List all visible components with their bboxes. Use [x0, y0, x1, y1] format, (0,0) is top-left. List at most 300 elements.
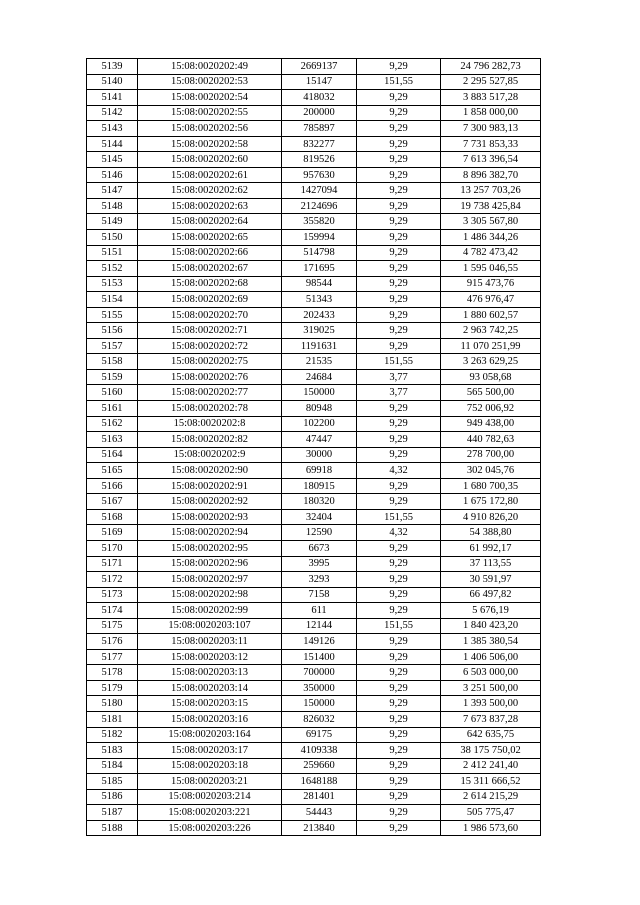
row-number-cell: 5187 [87, 805, 138, 821]
row-number-cell: 5139 [87, 59, 138, 75]
row-number-cell: 5151 [87, 245, 138, 261]
cadastral-number-cell: 15:08:0020203:226 [138, 820, 282, 836]
table-row [87, 183, 541, 199]
area-cell: 1427094 [282, 183, 357, 199]
cadastral-value-cell: 38 175 750,02 [441, 743, 541, 759]
row-number-cell: 5179 [87, 680, 138, 696]
row-number-cell: 5145 [87, 152, 138, 168]
table-row [87, 416, 541, 432]
cadastral-number-cell: 15:08:0020202:72 [138, 338, 282, 354]
area-cell: 418032 [282, 90, 357, 106]
row-number-cell: 5172 [87, 572, 138, 588]
cadastral-value-cell: 8 896 382,70 [441, 167, 541, 183]
cadastral-number-cell: 15:08:0020203:15 [138, 696, 282, 712]
cadastral-value-cell: 30 591,97 [441, 572, 541, 588]
rate-cell: 9,29 [357, 183, 441, 199]
cadastral-value-table [86, 58, 541, 836]
table-row [87, 774, 541, 790]
table-row [87, 509, 541, 525]
cadastral-value-cell: 302 045,76 [441, 463, 541, 479]
table-row [87, 540, 541, 556]
rate-cell: 9,29 [357, 90, 441, 106]
area-cell: 47447 [282, 432, 357, 448]
rate-cell: 4,32 [357, 463, 441, 479]
cadastral-number-cell: 15:08:0020202:90 [138, 463, 282, 479]
cadastral-number-cell: 15:08:0020202:91 [138, 478, 282, 494]
row-number-cell: 5146 [87, 167, 138, 183]
row-number-cell: 5181 [87, 711, 138, 727]
row-number-cell: 5173 [87, 587, 138, 603]
area-cell: 2669137 [282, 59, 357, 75]
area-cell: 69175 [282, 727, 357, 743]
area-cell: 819526 [282, 152, 357, 168]
row-number-cell: 5178 [87, 665, 138, 681]
row-number-cell: 5144 [87, 136, 138, 152]
rate-cell: 4,32 [357, 525, 441, 541]
cadastral-value-cell: 61 992,17 [441, 540, 541, 556]
rate-cell: 9,29 [357, 556, 441, 572]
cadastral-value-cell: 5 676,19 [441, 603, 541, 619]
table-row [87, 525, 541, 541]
rate-cell: 9,29 [357, 416, 441, 432]
rate-cell: 9,29 [357, 198, 441, 214]
row-number-cell: 5162 [87, 416, 138, 432]
rate-cell: 9,29 [357, 478, 441, 494]
area-cell: 149126 [282, 634, 357, 650]
cadastral-value-cell: 1 840 423,20 [441, 618, 541, 634]
table-body [87, 59, 541, 836]
area-cell: 51343 [282, 292, 357, 308]
rate-cell: 9,29 [357, 121, 441, 137]
row-number-cell: 5185 [87, 774, 138, 790]
rate-cell: 9,29 [357, 307, 441, 323]
cadastral-value-cell: 7 731 853,33 [441, 136, 541, 152]
table-row [87, 338, 541, 354]
cadastral-number-cell: 15:08:0020202:64 [138, 214, 282, 230]
row-number-cell: 5153 [87, 276, 138, 292]
cadastral-value-cell: 565 500,00 [441, 385, 541, 401]
cadastral-value-cell: 7 300 983,13 [441, 121, 541, 137]
rate-cell: 3,77 [357, 385, 441, 401]
row-number-cell: 5169 [87, 525, 138, 541]
cadastral-value-cell: 1 986 573,60 [441, 820, 541, 836]
table-row [87, 230, 541, 246]
area-cell: 259660 [282, 758, 357, 774]
row-number-cell: 5164 [87, 447, 138, 463]
table-row [87, 478, 541, 494]
row-number-cell: 5142 [87, 105, 138, 121]
row-number-cell: 5174 [87, 603, 138, 619]
table-row [87, 603, 541, 619]
cadastral-value-cell: 440 782,63 [441, 432, 541, 448]
rate-cell: 9,29 [357, 276, 441, 292]
cadastral-value-cell: 66 497,82 [441, 587, 541, 603]
row-number-cell: 5148 [87, 198, 138, 214]
cadastral-value-cell: 949 438,00 [441, 416, 541, 432]
rate-cell: 9,29 [357, 136, 441, 152]
table-row [87, 261, 541, 277]
cadastral-number-cell: 15:08:0020202:68 [138, 276, 282, 292]
area-cell: 102200 [282, 416, 357, 432]
table-row [87, 447, 541, 463]
cadastral-number-cell: 15:08:0020203:17 [138, 743, 282, 759]
area-cell: 21535 [282, 354, 357, 370]
rate-cell: 9,29 [357, 820, 441, 836]
area-cell: 1191631 [282, 338, 357, 354]
row-number-cell: 5182 [87, 727, 138, 743]
row-number-cell: 5166 [87, 478, 138, 494]
area-cell: 12590 [282, 525, 357, 541]
cadastral-number-cell: 15:08:0020202:56 [138, 121, 282, 137]
area-cell: 6673 [282, 540, 357, 556]
table-row [87, 789, 541, 805]
area-cell: 611 [282, 603, 357, 619]
row-number-cell: 5143 [87, 121, 138, 137]
table-row [87, 805, 541, 821]
table-row [87, 276, 541, 292]
cadastral-number-cell: 15:08:0020202:58 [138, 136, 282, 152]
table-row [87, 758, 541, 774]
table-row [87, 727, 541, 743]
cadastral-value-cell: 4 910 826,20 [441, 509, 541, 525]
rate-cell: 9,29 [357, 634, 441, 650]
cadastral-number-cell: 15:08:0020202:76 [138, 369, 282, 385]
cadastral-number-cell: 15:08:0020202:54 [138, 90, 282, 106]
rate-cell: 9,29 [357, 665, 441, 681]
rate-cell: 9,29 [357, 338, 441, 354]
area-cell: 4109338 [282, 743, 357, 759]
row-number-cell: 5186 [87, 789, 138, 805]
cadastral-number-cell: 15:08:0020202:66 [138, 245, 282, 261]
cadastral-number-cell: 15:08:0020203:221 [138, 805, 282, 821]
rate-cell: 9,29 [357, 261, 441, 277]
rate-cell: 151,55 [357, 74, 441, 90]
rate-cell: 151,55 [357, 618, 441, 634]
area-cell: 3293 [282, 572, 357, 588]
cadastral-value-cell: 7 613 396,54 [441, 152, 541, 168]
table-row [87, 463, 541, 479]
row-number-cell: 5167 [87, 494, 138, 510]
cadastral-number-cell: 15:08:0020202:92 [138, 494, 282, 510]
area-cell: 7158 [282, 587, 357, 603]
rate-cell: 9,29 [357, 696, 441, 712]
rate-cell: 9,29 [357, 711, 441, 727]
area-cell: 3995 [282, 556, 357, 572]
area-cell: 24684 [282, 369, 357, 385]
area-cell: 355820 [282, 214, 357, 230]
table-row [87, 245, 541, 261]
table-row [87, 618, 541, 634]
cadastral-value-cell: 6 503 000,00 [441, 665, 541, 681]
cadastral-value-cell: 278 700,00 [441, 447, 541, 463]
rate-cell: 9,29 [357, 540, 441, 556]
rate-cell: 9,29 [357, 680, 441, 696]
cadastral-value-cell: 4 782 473,42 [441, 245, 541, 261]
row-number-cell: 5141 [87, 90, 138, 106]
row-number-cell: 5149 [87, 214, 138, 230]
cadastral-value-cell: 11 070 251,99 [441, 338, 541, 354]
row-number-cell: 5171 [87, 556, 138, 572]
area-cell: 319025 [282, 323, 357, 339]
row-number-cell: 5150 [87, 230, 138, 246]
table-row [87, 556, 541, 572]
cadastral-number-cell: 15:08:0020202:96 [138, 556, 282, 572]
rate-cell: 9,29 [357, 758, 441, 774]
rate-cell: 9,29 [357, 245, 441, 261]
area-cell: 159994 [282, 230, 357, 246]
table-row [87, 323, 541, 339]
cadastral-value-cell: 93 058,68 [441, 369, 541, 385]
cadastral-number-cell: 15:08:0020202:53 [138, 74, 282, 90]
table-row [87, 432, 541, 448]
area-cell: 12144 [282, 618, 357, 634]
rate-cell: 9,29 [357, 214, 441, 230]
cadastral-value-cell: 1 406 506,00 [441, 649, 541, 665]
row-number-cell: 5168 [87, 509, 138, 525]
table-row [87, 74, 541, 90]
area-cell: 514798 [282, 245, 357, 261]
area-cell: 785897 [282, 121, 357, 137]
table-row [87, 136, 541, 152]
area-cell: 69918 [282, 463, 357, 479]
cadastral-value-cell: 476 976,47 [441, 292, 541, 308]
rate-cell: 9,29 [357, 323, 441, 339]
area-cell: 80948 [282, 401, 357, 417]
table-row [87, 743, 541, 759]
table-row [87, 494, 541, 510]
row-number-cell: 5154 [87, 292, 138, 308]
cadastral-value-cell: 2 412 241,40 [441, 758, 541, 774]
cadastral-number-cell: 15:08:0020203:14 [138, 680, 282, 696]
cadastral-number-cell: 15:08:0020203:12 [138, 649, 282, 665]
table-row [87, 105, 541, 121]
cadastral-number-cell: 15:08:0020202:95 [138, 540, 282, 556]
cadastral-number-cell: 15:08:0020203:16 [138, 711, 282, 727]
area-cell: 30000 [282, 447, 357, 463]
rate-cell: 9,29 [357, 743, 441, 759]
rate-cell: 9,29 [357, 167, 441, 183]
cadastral-number-cell: 15:08:0020202:63 [138, 198, 282, 214]
cadastral-value-cell: 1 680 700,35 [441, 478, 541, 494]
area-cell: 98544 [282, 276, 357, 292]
cadastral-number-cell: 15:08:0020202:60 [138, 152, 282, 168]
area-cell: 1648188 [282, 774, 357, 790]
cadastral-value-cell: 1 486 344,26 [441, 230, 541, 246]
table-row [87, 401, 541, 417]
cadastral-value-cell: 7 673 837,28 [441, 711, 541, 727]
row-number-cell: 5176 [87, 634, 138, 650]
cadastral-value-cell: 37 113,55 [441, 556, 541, 572]
row-number-cell: 5180 [87, 696, 138, 712]
rate-cell: 9,29 [357, 805, 441, 821]
cadastral-number-cell: 15:08:0020202:94 [138, 525, 282, 541]
table-row [87, 354, 541, 370]
cadastral-value-cell: 2 295 527,85 [441, 74, 541, 90]
cadastral-number-cell: 15:08:0020203:21 [138, 774, 282, 790]
cadastral-value-cell: 1 393 500,00 [441, 696, 541, 712]
row-number-cell: 5175 [87, 618, 138, 634]
table-row [87, 214, 541, 230]
area-cell: 826032 [282, 711, 357, 727]
table-row [87, 198, 541, 214]
area-cell: 54443 [282, 805, 357, 821]
row-number-cell: 5155 [87, 307, 138, 323]
rate-cell: 9,29 [357, 774, 441, 790]
table-row [87, 59, 541, 75]
area-cell: 957630 [282, 167, 357, 183]
cadastral-number-cell: 15:08:0020202:65 [138, 230, 282, 246]
area-cell: 150000 [282, 696, 357, 712]
cadastral-value-cell: 1 858 000,00 [441, 105, 541, 121]
cadastral-number-cell: 15:08:0020202:82 [138, 432, 282, 448]
row-number-cell: 5140 [87, 74, 138, 90]
cadastral-value-cell: 3 305 567,80 [441, 214, 541, 230]
rate-cell: 9,29 [357, 789, 441, 805]
rate-cell: 9,29 [357, 401, 441, 417]
cadastral-number-cell: 15:08:0020203:214 [138, 789, 282, 805]
table-row [87, 680, 541, 696]
cadastral-number-cell: 15:08:0020202:55 [138, 105, 282, 121]
cadastral-value-cell: 15 311 666,52 [441, 774, 541, 790]
cadastral-number-cell: 15:08:0020202:97 [138, 572, 282, 588]
area-cell: 2124696 [282, 198, 357, 214]
cadastral-value-cell: 54 388,80 [441, 525, 541, 541]
row-number-cell: 5156 [87, 323, 138, 339]
row-number-cell: 5147 [87, 183, 138, 199]
table-row [87, 820, 541, 836]
row-number-cell: 5159 [87, 369, 138, 385]
cadastral-number-cell: 15:08:0020202:9 [138, 447, 282, 463]
area-cell: 32404 [282, 509, 357, 525]
row-number-cell: 5170 [87, 540, 138, 556]
row-number-cell: 5158 [87, 354, 138, 370]
rate-cell: 9,29 [357, 230, 441, 246]
area-cell: 350000 [282, 680, 357, 696]
cadastral-number-cell: 15:08:0020202:69 [138, 292, 282, 308]
table-row [87, 634, 541, 650]
row-number-cell: 5183 [87, 743, 138, 759]
table-row [87, 665, 541, 681]
table-row [87, 90, 541, 106]
rate-cell: 9,29 [357, 447, 441, 463]
table-row [87, 572, 541, 588]
area-cell: 151400 [282, 649, 357, 665]
table-row [87, 152, 541, 168]
table-row [87, 121, 541, 137]
rate-cell: 9,29 [357, 494, 441, 510]
cadastral-number-cell: 15:08:0020202:77 [138, 385, 282, 401]
cadastral-number-cell: 15:08:0020203:13 [138, 665, 282, 681]
rate-cell: 9,29 [357, 152, 441, 168]
area-cell: 180915 [282, 478, 357, 494]
row-number-cell: 5157 [87, 338, 138, 354]
area-cell: 281401 [282, 789, 357, 805]
table-row [87, 649, 541, 665]
cadastral-number-cell: 15:08:0020202:78 [138, 401, 282, 417]
cadastral-value-cell: 915 473,76 [441, 276, 541, 292]
table-row [87, 292, 541, 308]
cadastral-number-cell: 15:08:0020203:164 [138, 727, 282, 743]
row-number-cell: 5184 [87, 758, 138, 774]
cadastral-value-cell: 752 006,92 [441, 401, 541, 417]
cadastral-value-cell: 3 251 500,00 [441, 680, 541, 696]
area-cell: 832277 [282, 136, 357, 152]
cadastral-number-cell: 15:08:0020202:93 [138, 509, 282, 525]
row-number-cell: 5188 [87, 820, 138, 836]
cadastral-value-cell: 19 738 425,84 [441, 198, 541, 214]
rate-cell: 9,29 [357, 572, 441, 588]
rate-cell: 9,29 [357, 432, 441, 448]
cadastral-value-cell: 13 257 703,26 [441, 183, 541, 199]
cadastral-value-cell: 505 775,47 [441, 805, 541, 821]
cadastral-number-cell: 15:08:0020202:75 [138, 354, 282, 370]
rate-cell: 9,29 [357, 587, 441, 603]
cadastral-value-cell: 1 675 172,80 [441, 494, 541, 510]
area-cell: 202433 [282, 307, 357, 323]
table-row [87, 167, 541, 183]
row-number-cell: 5177 [87, 649, 138, 665]
area-cell: 15147 [282, 74, 357, 90]
table-row [87, 307, 541, 323]
rate-cell: 9,29 [357, 292, 441, 308]
rate-cell: 9,29 [357, 59, 441, 75]
cadastral-value-cell: 1 880 602,57 [441, 307, 541, 323]
row-number-cell: 5160 [87, 385, 138, 401]
area-cell: 700000 [282, 665, 357, 681]
row-number-cell: 5165 [87, 463, 138, 479]
row-number-cell: 5163 [87, 432, 138, 448]
cadastral-value-cell: 3 263 629,25 [441, 354, 541, 370]
cadastral-number-cell: 15:08:0020203:11 [138, 634, 282, 650]
table-row [87, 587, 541, 603]
area-cell: 180320 [282, 494, 357, 510]
cadastral-number-cell: 15:08:0020203:18 [138, 758, 282, 774]
rate-cell: 9,29 [357, 105, 441, 121]
area-cell: 150000 [282, 385, 357, 401]
table-row [87, 696, 541, 712]
table-row [87, 369, 541, 385]
table-row [87, 385, 541, 401]
cadastral-value-cell: 3 883 517,28 [441, 90, 541, 106]
rate-cell: 151,55 [357, 509, 441, 525]
cadastral-value-cell: 24 796 282,73 [441, 59, 541, 75]
table-row [87, 711, 541, 727]
cadastral-number-cell: 15:08:0020202:98 [138, 587, 282, 603]
area-cell: 171695 [282, 261, 357, 277]
area-cell: 200000 [282, 105, 357, 121]
cadastral-number-cell: 15:08:0020202:71 [138, 323, 282, 339]
cadastral-value-cell: 2 963 742,25 [441, 323, 541, 339]
cadastral-value-cell: 642 635,75 [441, 727, 541, 743]
cadastral-value-cell: 1 385 380,54 [441, 634, 541, 650]
cadastral-value-cell: 1 595 046,55 [441, 261, 541, 277]
row-number-cell: 5152 [87, 261, 138, 277]
cadastral-number-cell: 15:08:0020202:67 [138, 261, 282, 277]
cadastral-number-cell: 15:08:0020202:99 [138, 603, 282, 619]
area-cell: 213840 [282, 820, 357, 836]
rate-cell: 9,29 [357, 649, 441, 665]
cadastral-number-cell: 15:08:0020202:61 [138, 167, 282, 183]
rate-cell: 9,29 [357, 727, 441, 743]
cadastral-number-cell: 15:08:0020202:70 [138, 307, 282, 323]
cadastral-value-cell: 2 614 215,29 [441, 789, 541, 805]
rate-cell: 9,29 [357, 603, 441, 619]
cadastral-number-cell: 15:08:0020202:49 [138, 59, 282, 75]
cadastral-number-cell: 15:08:0020202:8 [138, 416, 282, 432]
rate-cell: 151,55 [357, 354, 441, 370]
cadastral-number-cell: 15:08:0020202:62 [138, 183, 282, 199]
rate-cell: 3,77 [357, 369, 441, 385]
